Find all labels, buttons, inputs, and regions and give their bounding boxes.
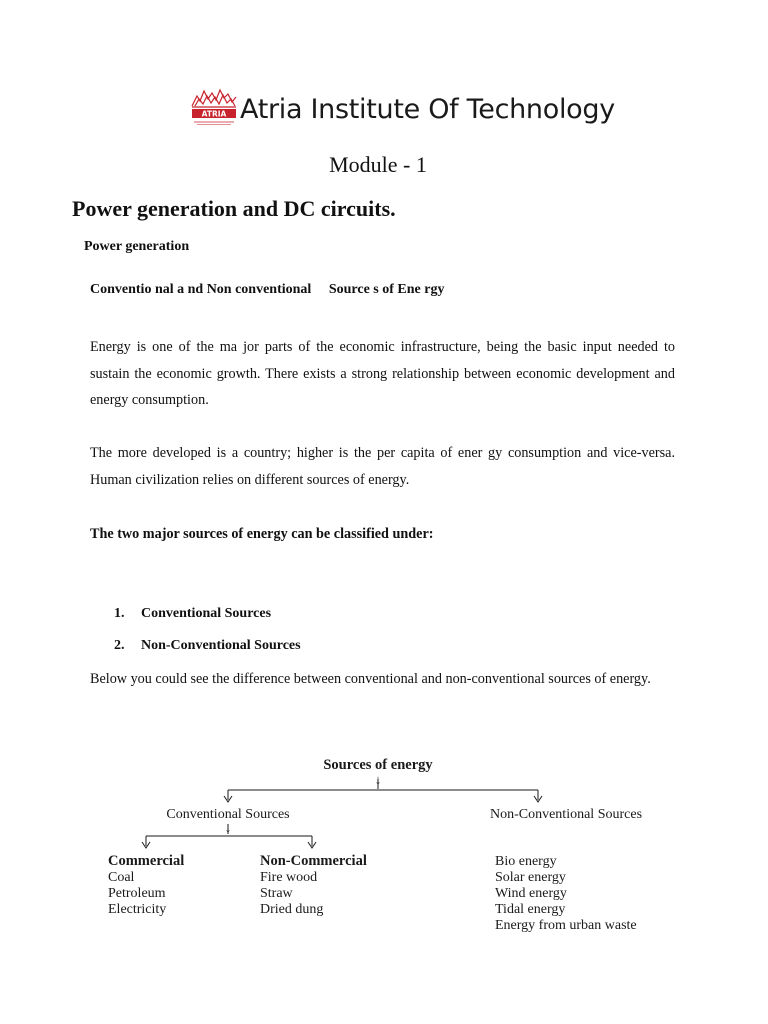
non-commercial-item: Fire wood (260, 870, 318, 885)
list-item (90, 606, 271, 622)
diagram-root: Sources of energy (323, 757, 433, 773)
non-commercial-item: Straw (260, 886, 293, 901)
page-header (0, 88, 768, 138)
list-label: Conventional Sources (141, 606, 272, 621)
down-arrow-icon: ↓ (224, 820, 232, 835)
module-label: Module - 1 (329, 152, 427, 177)
document-title: Power generation and DC circuits. (72, 196, 396, 221)
paragraph-energy-infrastructure: Energy is one of the ma jor parts of the economic infrastructure, being the basic input needed to sustain the economic growth. There exists a strong relationship between economic development and energy consumption. (90, 339, 675, 408)
commercial-item: Electricity (108, 902, 167, 917)
commercial-item: Coal (108, 870, 135, 885)
institute-name: Atria Institute Of Technology (240, 94, 615, 125)
list-label: Non-Conventional Sources (141, 638, 301, 653)
non-conventional-node: Non-Conventional Sources (489, 807, 643, 822)
list-number: 2. (114, 638, 125, 653)
non-commercial-heading: Non-Commercial (260, 853, 367, 869)
non-conventional-item: Bio energy (495, 854, 557, 869)
non-conventional-item: Wind energy (495, 886, 567, 901)
conventional-node: Conventional Sources (166, 807, 290, 822)
logo-text: ATRIA (201, 109, 227, 119)
list-number: 1. (114, 606, 125, 621)
non-conventional-item: Tidal energy (495, 902, 566, 917)
subsection-heading: Conventio nal a nd Non conventional Source s of Ene rgy (90, 282, 445, 297)
non-conventional-item: Solar energy (495, 870, 566, 885)
non-commercial-item: Dried dung (260, 902, 324, 917)
paragraph-classification: The two major sources of energy can be classified under: (90, 526, 434, 542)
commercial-item: Petroleum (108, 886, 166, 901)
paragraph-developed-country: The more developed is a country; higher is the per capita of ener gy consumption and vice-versa. Human civilization relies on different sources of energy. (90, 445, 675, 488)
paragraph-difference: Below you could see the difference between conventional and non-conventional sources of energy. (90, 671, 651, 687)
energy-sources-diagram (100, 748, 690, 948)
atria-logo (189, 88, 239, 128)
down-arrow-icon: ↓ (374, 772, 382, 787)
commercial-heading: Commercial (108, 853, 185, 869)
non-conventional-item: Energy from urban waste (495, 918, 637, 933)
list-item (90, 638, 301, 654)
section-heading: Power generation (84, 239, 190, 254)
